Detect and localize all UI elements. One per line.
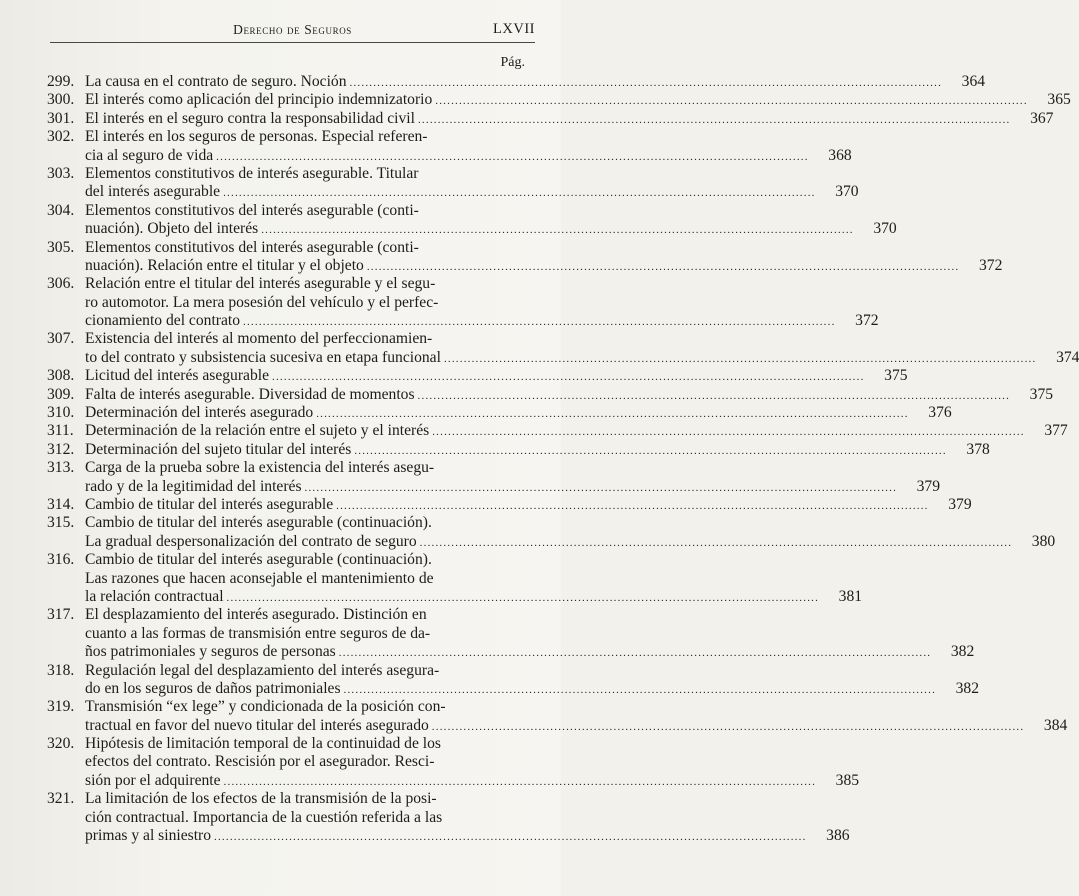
- entry-page-number: 370: [835, 183, 859, 201]
- entry-page-number: 378: [966, 440, 990, 458]
- entry-title-text: Hipótesis de limitación temporal de la continuidad de los: [85, 735, 441, 753]
- toc-entry: [47, 495, 972, 514]
- entry-page-number: 375: [1029, 385, 1054, 403]
- toc-entry: [47, 735, 860, 790]
- entry-number: 316.: [47, 551, 75, 569]
- entry-title-text: Elementos constitutivos de interés asegurable. Titular: [85, 164, 419, 182]
- entry-number: 300.: [47, 91, 75, 109]
- dot-leader: [336, 497, 929, 515]
- toc-entry-line: [47, 827, 850, 845]
- entry-title-text: ños patrimoniales y seguros de personas: [85, 643, 336, 661]
- entry-page-number: 367: [1030, 109, 1054, 127]
- entry-title-text: cionamiento del contrato: [85, 312, 241, 330]
- dot-leader: [223, 184, 816, 202]
- toc-entry: [47, 698, 1068, 735]
- entry-title-text: efectos del contrato. Rescisión por el asegurador. Resci-: [85, 753, 435, 771]
- dot-leader: [243, 313, 836, 331]
- entry-number: 302.: [47, 128, 75, 146]
- entry-page-number: 364: [961, 73, 986, 90]
- entry-number: 310.: [47, 404, 75, 422]
- entry-title-text: nuación). Objeto del interés: [85, 220, 259, 238]
- entry-title-text: El desplazamiento del interés asegurado. Distinción en: [85, 606, 427, 624]
- toc-entry: [47, 238, 1003, 276]
- entry-title-text: Determinación del sujeto titular del interés: [85, 440, 352, 458]
- toc-entry-line: [47, 294, 534, 312]
- toc-entry: [47, 275, 879, 330]
- toc-entry: [47, 367, 908, 385]
- entry-page-number: 370: [873, 220, 897, 238]
- dot-leader: [418, 387, 1011, 405]
- toc-entry-line: [47, 422, 1068, 440]
- toc-entry-line: [47, 477, 941, 496]
- header-page-number: LXVII: [493, 21, 535, 37]
- entry-title-text: ción contractual. Importancia de la cuestión referida a las: [85, 808, 443, 826]
- toc-entry-line: [47, 495, 972, 514]
- entry-number: 321.: [47, 790, 75, 808]
- toc-entry-line: [47, 256, 1003, 275]
- dot-leader: [350, 74, 943, 92]
- entry-title-text: sión por el adquirente: [85, 771, 221, 789]
- toc-entry: [47, 422, 1068, 440]
- toc-entry: [47, 385, 1054, 404]
- entry-number: 308.: [47, 367, 75, 385]
- toc-entry-line: [47, 109, 1054, 128]
- toc-entry-line: [47, 643, 975, 661]
- page-column-label: Pág.: [500, 55, 525, 70]
- toc-entry-line: [47, 220, 897, 238]
- toc-entry-line: [47, 551, 534, 569]
- entry-number: 319.: [47, 698, 75, 716]
- entry-number: 309.: [47, 385, 75, 403]
- toc-entry-line: [47, 809, 534, 827]
- toc-entry: [47, 440, 990, 459]
- entry-page-number: 385: [835, 771, 860, 789]
- entry-title-text: Regulación legal del desplazamiento del interés asegura-: [85, 661, 440, 679]
- entry-title-text: El interés como aplicación del principio indemnizatorio: [85, 91, 433, 109]
- toc-entry-line: [47, 146, 852, 165]
- entry-title-text: Cambio de titular del interés asegurable: [85, 495, 334, 513]
- toc-entry-line: [47, 367, 908, 385]
- entry-title-text: nuación). Relación entre el titular y el objeto: [85, 256, 364, 274]
- entry-title-text: Determinación del interés asegurado: [85, 404, 314, 422]
- entry-number: 304.: [47, 201, 75, 219]
- toc-entry-line: [47, 348, 1079, 367]
- toc-entry-line: [47, 606, 534, 624]
- toc-entry: [47, 109, 1054, 128]
- toc-entry-line: [47, 698, 534, 716]
- dot-leader: [354, 442, 947, 460]
- entry-title-text: La limitación de los efectos de la transmisión de la posi-: [85, 790, 437, 808]
- toc-entry: [47, 91, 1071, 109]
- dot-leader: [420, 534, 1013, 552]
- entry-number: 313.: [47, 459, 75, 477]
- entry-number: 314.: [47, 495, 75, 513]
- entry-page-number: 379: [916, 477, 941, 495]
- entry-number: 317.: [47, 606, 75, 624]
- entry-title-text: Transmisión “ex lege” y condicionada de la posición con-: [85, 698, 446, 716]
- entry-number: 305.: [47, 238, 75, 256]
- toc-entry-line: [47, 202, 534, 220]
- toc-entry: [47, 551, 863, 606]
- entry-number: 306.: [47, 275, 75, 293]
- toc-entry-line: [47, 183, 859, 201]
- dot-leader: [367, 258, 960, 276]
- entry-title-text: rado y de la legitimidad del interés: [85, 477, 302, 495]
- entry-title-text: Existencia del interés al momento del perfeccionamien-: [85, 330, 433, 348]
- toc-entry-line: [47, 312, 879, 330]
- entry-number: 311.: [47, 422, 74, 440]
- dot-leader: [214, 828, 807, 846]
- entry-page-number: 372: [978, 256, 1003, 274]
- toc-entry-line: [47, 753, 534, 771]
- dot-leader: [435, 92, 1028, 110]
- toc-entry-line: [47, 73, 986, 91]
- entry-title-text: tractual en favor del nuevo titular del interés asegurado: [85, 716, 429, 734]
- toc-entry: [47, 790, 850, 845]
- dot-leader: [432, 718, 1025, 736]
- toc-entry: [47, 128, 852, 165]
- toc-entry: [47, 606, 975, 661]
- dot-leader: [432, 423, 1025, 441]
- entry-number: 315.: [47, 514, 75, 532]
- toc-entry: [47, 201, 897, 239]
- toc-entry: [47, 404, 952, 422]
- entry-number: 318.: [47, 661, 75, 679]
- entry-title-text: primas y al siniestro: [85, 827, 212, 845]
- entry-page-number: 379: [948, 495, 972, 513]
- entry-number: 299.: [47, 73, 75, 90]
- entry-title-text: cuanto a las formas de transmisión entre seguros de da-: [85, 624, 431, 642]
- toc-entry-line: [47, 662, 534, 680]
- entry-page-number: 382: [950, 643, 975, 661]
- dot-leader: [444, 350, 1037, 368]
- entry-number: 303.: [47, 164, 75, 182]
- entry-title-text: La causa en el contrato de seguro. Noción: [85, 73, 347, 90]
- entry-number: 301.: [47, 109, 75, 127]
- entry-title-text: Las razones que hacen aconsejable el mantenimiento de: [85, 569, 434, 587]
- toc-entry-line: [47, 440, 990, 459]
- toc-entry-line: [47, 735, 534, 753]
- toc-entry-line: [47, 679, 980, 698]
- toc-entry-line: [47, 239, 534, 257]
- entry-page-number: 384: [1043, 716, 1068, 734]
- entry-title-text: El interés en el seguro contra la responsabilidad civil: [85, 109, 415, 127]
- entry-title-text: Carga de la prueba sobre la existencia del interés asegu-: [85, 459, 435, 477]
- running-header: [50, 20, 535, 43]
- entry-page-number: 368: [828, 146, 852, 164]
- toc-entry-line: [47, 128, 534, 146]
- entry-title-text: do en los seguros de daños patrimoniales: [85, 679, 341, 697]
- toc-entry: [47, 73, 986, 91]
- entry-number: 312.: [47, 440, 75, 458]
- toc-entry-line: [47, 404, 952, 422]
- entry-title-text: El interés en los seguros de personas. Especial referen-: [85, 128, 428, 146]
- entry-page-number: 377: [1044, 422, 1068, 440]
- entry-title-text: Elementos constitutivos del interés asegurable (conti-: [85, 238, 419, 256]
- entry-title-text: Falta de interés asegurable. Diversidad de momentos: [85, 385, 415, 403]
- entry-title-text: Cambio de titular del interés asegurable (continuación).: [85, 551, 432, 569]
- toc-entry-line: [47, 514, 534, 532]
- entry-title-text: la relación contractual: [85, 587, 224, 605]
- entry-title-text: Relación entre el titular del interés asegurable y el segu-: [85, 275, 436, 293]
- dot-leader: [344, 681, 937, 699]
- dot-leader: [316, 405, 909, 423]
- dot-leader: [305, 479, 898, 497]
- toc-entry-line: [47, 771, 860, 790]
- entry-number: 320.: [47, 735, 75, 753]
- entry-title-text: cia al seguro de vida: [85, 146, 214, 164]
- toc-entry-line: [47, 275, 534, 293]
- entry-number: 307.: [47, 330, 75, 348]
- toc-entry: [47, 514, 1056, 551]
- toc-entry-line: [47, 625, 534, 643]
- toc-entry-line: [47, 165, 534, 183]
- toc-entry-line: [47, 459, 534, 477]
- entry-page-number: 365: [1047, 91, 1071, 109]
- dot-leader: [272, 368, 865, 386]
- dot-leader: [224, 773, 817, 791]
- entry-title-text: ro automotor. La mera posesión del vehículo y el perfec-: [85, 293, 439, 311]
- dot-leader: [261, 221, 854, 239]
- dot-leader: [418, 111, 1011, 129]
- entry-page-number: 386: [826, 827, 850, 845]
- toc-entry-line: [47, 716, 1068, 735]
- toc-entry: [47, 164, 859, 202]
- entry-page-number: 376: [928, 404, 952, 422]
- entry-title-text: to del contrato y subsistencia sucesiva en etapa funcional: [85, 348, 441, 366]
- dot-leader: [227, 589, 820, 607]
- entry-title-text: Elementos constitutivos del interés asegurable (conti-: [85, 201, 419, 219]
- entry-page-number: 381: [838, 587, 863, 605]
- entry-title-text: del interés asegurable: [85, 183, 221, 201]
- entry-title-text: Licitud del interés asegurable: [85, 367, 270, 385]
- entry-page-number: 374: [1056, 348, 1079, 366]
- dot-leader: [216, 148, 809, 166]
- toc-entry-line: [47, 330, 534, 348]
- entry-page-number: 380: [1031, 532, 1056, 550]
- toc-entry-line: [47, 790, 534, 808]
- toc-entry: [47, 330, 1079, 367]
- toc-entry-line: [47, 91, 1071, 109]
- entry-page-number: 372: [855, 312, 879, 330]
- toc-entry-line: [47, 532, 1056, 551]
- header-title: Derecho de Seguros: [233, 22, 352, 37]
- entry-page-number: 382: [955, 679, 980, 697]
- table-of-contents: [47, 73, 1079, 845]
- entry-title-text: La gradual despersonalización del contrato de seguro: [85, 532, 417, 550]
- entry-page-number: 375: [884, 367, 908, 385]
- toc-entry: [47, 459, 941, 496]
- toc-entry-line: [47, 570, 534, 588]
- dot-leader: [339, 644, 932, 662]
- toc-entry-line: [47, 385, 1054, 404]
- entry-title-text: Determinación de la relación entre el sujeto y el interés: [85, 422, 430, 440]
- entry-title-text: Cambio de titular del interés asegurable (continuación).: [85, 514, 432, 532]
- toc-entry-line: [47, 587, 863, 606]
- toc-entry: [47, 661, 980, 699]
